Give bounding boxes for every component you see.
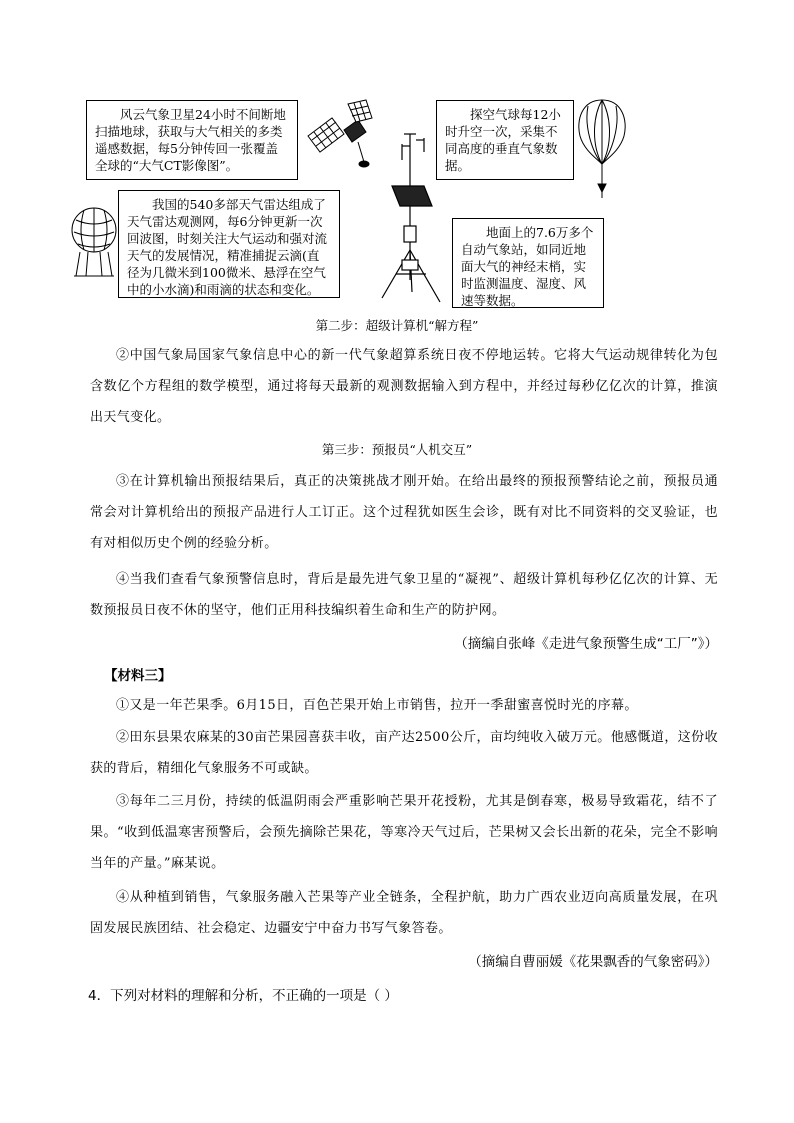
source-citation-1: （摘编自张峰《走进气象预警生成“工厂”》） [454,636,718,652]
material3-paragraph-3: ③每年二三月份，持续的低温阴雨会严重影响芒果开花授粉，尤其是倒春寒，极易导致霜花，结不了果。“收到低温寒害预警后，会预先摘除芒果花，等寒冷天气过后，芒果树又会长出新的花朵，完全不影响当年的产量。”麻某说。 [90,794,718,871]
step3-paragraph-4: ④当我们查看气象预警信息时，背后是最先进气象卫星的“凝视”、超级计算机每秒亿亿次的计算、无数预报员日夜不休的坚守，他们正用科技编织着生命和生产的防护网。 [90,572,718,618]
step3-paragraph-3: ③在计算机输出预报结果后，真正的决策挑战才刚开始。在给出最终的预报预警结论之前，预报员通常会对计算机给出的预报产品进行人工订正。这个过程犹如医生会诊，既有对比不同资料的交叉验证，也有对相似历史个例的经验分析。 [90,474,718,551]
step2-paragraph-2: ②中国气象局国家气象信息中心的新一代气象超算系统日夜不停地运转。它将大气运动规律转化为包含数亿个方程组的数学模型，通过将每天最新的观测数据输入到方程中，并经过每秒亿亿次的计算，推演出天气变化。 [90,348,718,425]
material3-label: 【材料三】 [104,668,172,684]
material3-paragraph-2: ②田东县果农麻某的30亩芒果园喜获丰收，亩产达2500公斤，亩均纯收入破万元。他感慨道，这份收获的背后，精细化气象服务不可或缺。 [90,730,718,776]
question-4: 4．下列对材料的理解和分析，不正确的一项是（ ） [88,988,398,1004]
source-citation-2: （摘编自曹丽媛《花果飘香的气象密码》） [468,954,718,970]
radar-dome-icon [68,204,120,280]
material3-paragraph-4: ④从种植到销售，气象服务融入芒果等产业全链条，全程护航，助力广西农业迈向高质量发展，在巩固发展民族团结、社会稳定、边疆安宁中奋力书写气象答卷。 [90,890,718,936]
station-info-box: 地面上的7.6万多个自动气象站，如同近地面大气的神经末梢，实时监测温度、湿度、风速等数据。 [452,218,604,308]
satellite-info-box: 风云气象卫星24小时不间断地扫描地球，获取与大气相关的多类遥感数据，每5分钟传回一张覆盖全球的“大气CT影像图”。 [86,100,298,180]
radar-info-box: 我国的540多部天气雷达组成了天气雷达观测网，每6分钟更新一次回波图，时刻关注大气运动和强对流天气的发展情况，精准捕捉云滴(直径为几微米到100微米、悬浮在空气中的小水滴)和雨滴的状态和变化。 [118,190,340,298]
balloon-info-box: 探空气球每12小时升空一次，采集不同高度的垂直气象数据。 [436,100,574,180]
step3-heading: 第三步：预报员“人机交互” [321,442,473,457]
satellite-icon [304,100,376,170]
step2-heading: 第二步：超级计算机“解方程” [315,318,479,333]
weather-balloon-icon [574,98,630,202]
material3-paragraph-1: ①又是一年芒果季。6月15日，百色芒果开始上市销售，拉开一季甜蜜喜悦时光的序幕。 [116,698,638,713]
weather-station-icon [370,130,450,310]
